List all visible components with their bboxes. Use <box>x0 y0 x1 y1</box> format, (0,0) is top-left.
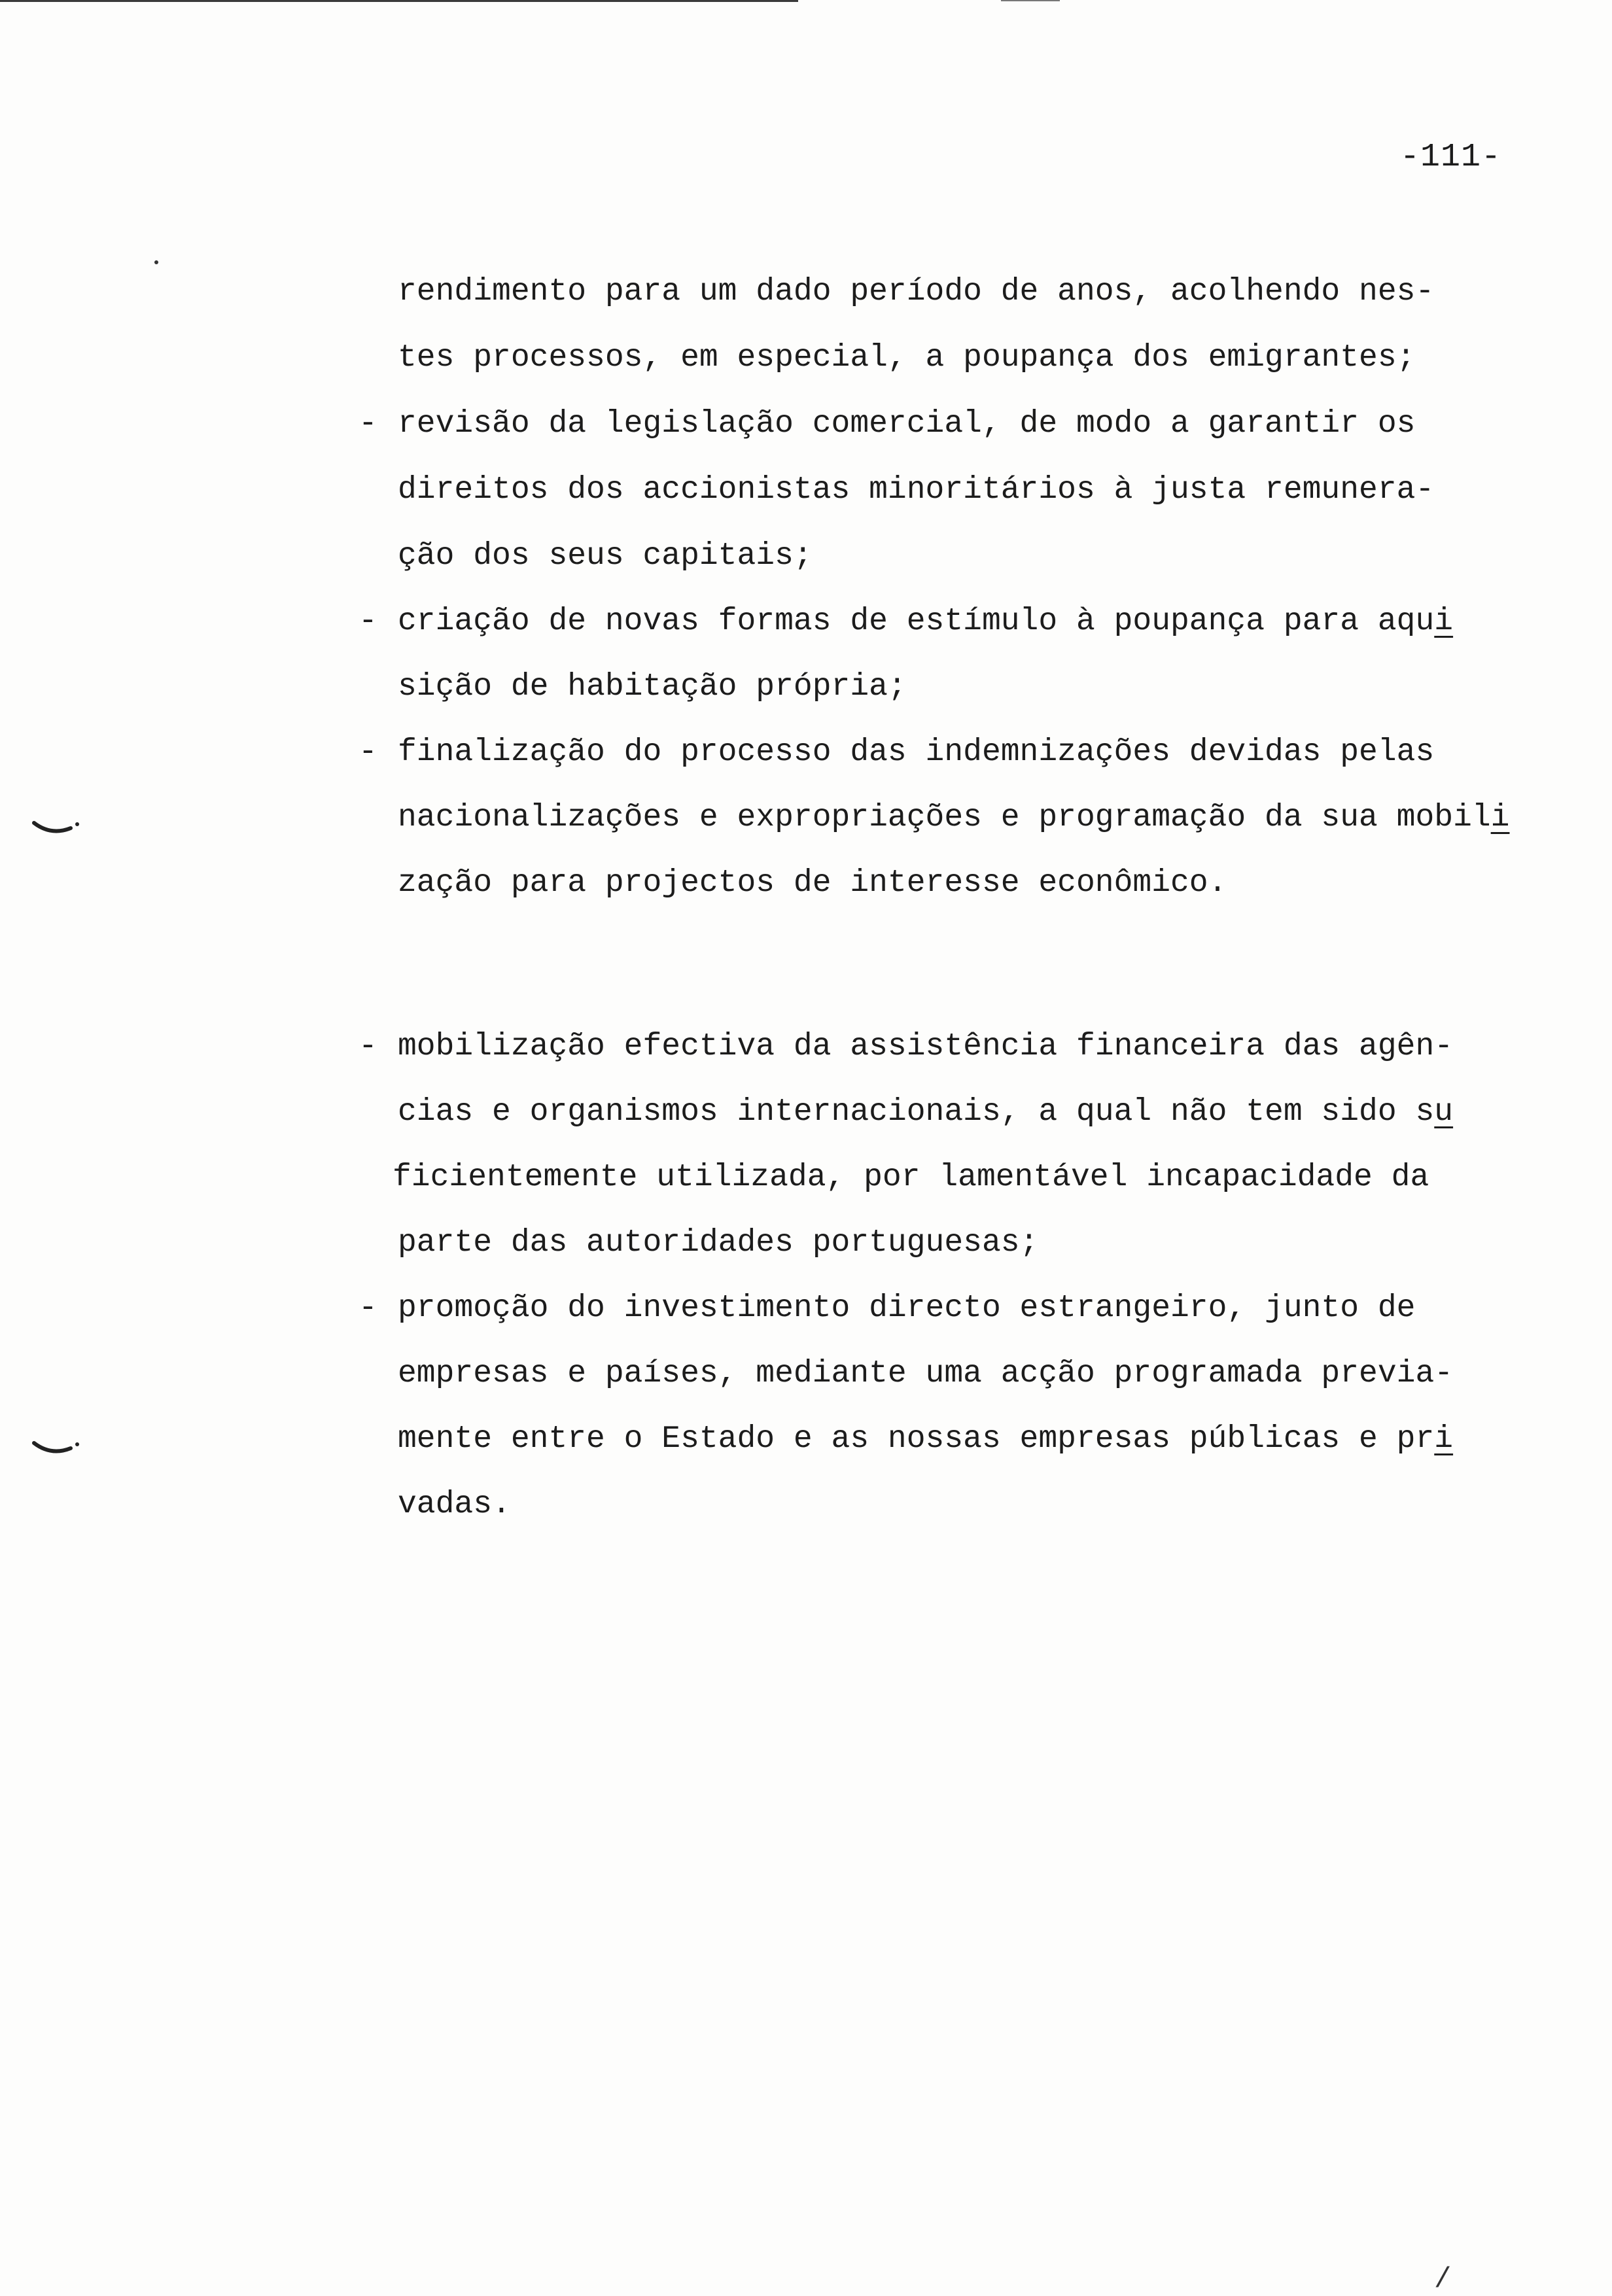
top-edge-mark <box>1001 0 1060 1</box>
text-line-17-main: mente entre o Estado e as nossas empresas públicas e pr <box>398 1421 1435 1457</box>
scan-speck <box>154 260 158 264</box>
margin-slash-mark: / <box>1434 2263 1452 2296</box>
text-line-9 <box>398 802 1509 833</box>
text-line-16: empresas e países, mediante uma acção programada previa- <box>398 1356 1454 1391</box>
text-line-15: promoção do investimento directo estrangeiro, junto de <box>398 1291 1416 1326</box>
bullet-dash: - <box>359 604 377 639</box>
bullet-dash: - <box>359 1291 377 1326</box>
hyphen-underline-char: u <box>1434 1094 1454 1130</box>
text-line-7: sição de habitação própria; <box>398 669 907 704</box>
text-line-6 <box>398 606 1453 637</box>
binder-hole-mark <box>31 816 84 843</box>
text-line-3: revisão da legislação comercial, de modo a garantir os <box>398 406 1416 442</box>
text-line-6-main: criação de novas formas de estímulo à poupança para aqu <box>398 604 1435 639</box>
text-line-9-main: nacionalizações e expropriações e programação da sua mobil <box>398 800 1491 835</box>
bullet-dash: - <box>359 1029 377 1064</box>
binder-hole-mark <box>31 1436 84 1463</box>
text-line-12-main: cias e organismos internacionais, a qual não tem sido s <box>398 1094 1435 1130</box>
hyphen-underline-char: i <box>1434 604 1454 639</box>
text-line-12 <box>398 1096 1453 1128</box>
text-line-18: vadas. <box>398 1487 511 1522</box>
text-line-10: zação para projectos de interesse econômico. <box>398 865 1227 901</box>
bullet-dash: - <box>359 735 377 770</box>
text-line-17 <box>398 1423 1453 1455</box>
bullet-dash: - <box>359 406 377 442</box>
text-line-13: ficientemente utilizada, por lamentável incapacidade da <box>393 1160 1429 1195</box>
page-number: -111- <box>1400 139 1502 176</box>
hyphen-underline-char: i <box>1490 800 1510 835</box>
top-edge-rule <box>0 0 798 2</box>
text-line-5: ção dos seus capitais; <box>398 538 813 574</box>
hyphen-underline-char: i <box>1434 1421 1454 1457</box>
section-heading <box>338 950 357 981</box>
text-line-14: parte das autoridades portuguesas; <box>398 1225 1039 1261</box>
text-line-1: rendimento para um dado período de anos, acolhendo nes- <box>398 274 1435 309</box>
text-line-4: direitos dos accionistas minoritários à justa remunera- <box>398 472 1435 508</box>
text-line-11: mobilização efectiva da assistência financeira das agên- <box>398 1029 1454 1064</box>
text-line-8: finalização do processo das indemnizações devidas pelas <box>398 735 1435 770</box>
text-line-2: tes processos, em especial, a poupança dos emigrantes; <box>398 340 1416 375</box>
